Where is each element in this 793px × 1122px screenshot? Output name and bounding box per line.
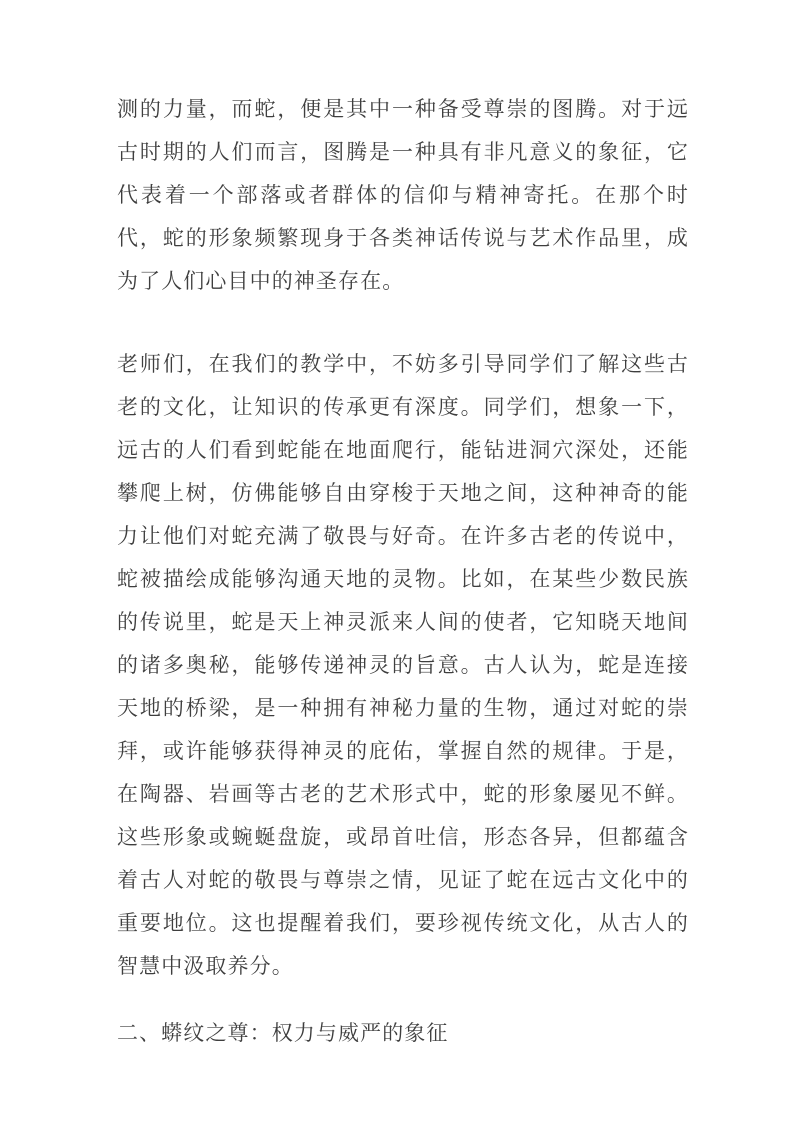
- body-paragraph-continuation: 测的力量，而蛇，便是其中一种备受尊崇的图腾。对于远古时期的人们而言，图腾是一种具有非凡意义的象征，它代表着一个部落或者群体的信仰与精神寄托。在那个时代，蛇的形象频繁现身于各类神话传说与艺术作品里，成为了人们心目中的神圣存在。: [117, 97, 689, 293]
- section-heading: 二、蟒纹之尊：权力与威严的象征: [117, 1021, 449, 1045]
- body-paragraph-teaching: 老师们，在我们的教学中，不妨多引导同学们了解这些古老的文化，让知识的传承更有深度。同学们，想象一下，远古的人们看到蛇能在地面爬行，能钻进洞穴深处，还能攀爬上树，仿佛能够自由穿梭于天地之间，这种神奇的能力让他们对蛇充满了敬畏与好奇。在许多古老的传说中，蛇被描绘成能够沟通天地的灵物。比如，在某些少数民族的传说里，蛇是天上神灵派来人间的使者，它知晓天地间的诸多奥秘，能够传递神灵的旨意。古人认为，蛇是连接天地的桥梁，是一种拥有神秘力量的生物，通过对蛇的崇拜，或许能够获得神灵的庇佑，掌握自然的规律。于是，在陶器、岩画等古老的艺术形式中，蛇的形象屡见不鲜。这些形象或蜿蜒盘旋，或昂首吐信，形态各异，但都蕴含着古人对蛇的敬畏与尊崇之情，见证了蛇在远古文化中的重要地位。这也提醒着我们，要珍视传统文化，从古人的智慧中汲取养分。: [117, 352, 689, 978]
